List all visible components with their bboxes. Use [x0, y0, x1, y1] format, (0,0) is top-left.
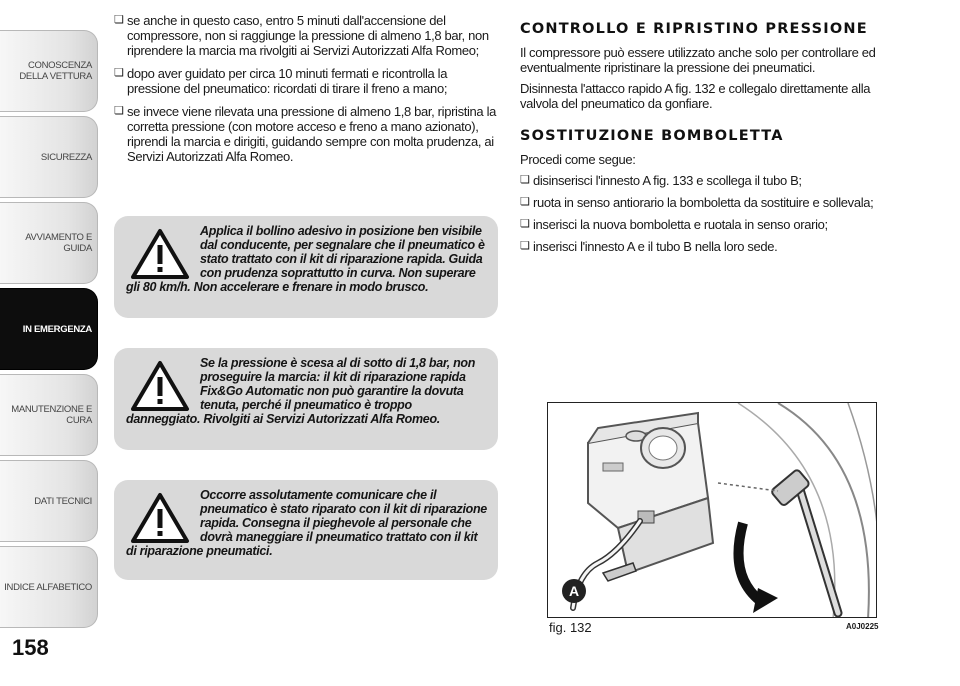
section-heading: SOSTITUZIONE BOMBOLETTA: [520, 128, 784, 144]
list-item: ❏ se anche in questo caso, entro 5 minuti dall'accensione del compressore, non si raggiunge la pressione di almeno 1,8 bar, non riprendere la marcia ma rivolgiti ai Servizi Autorizzati Alfa Romeo;: [114, 13, 498, 58]
tab-dati-tecnici[interactable]: DATI TECNICI: [0, 460, 98, 542]
warning-box-1: [114, 216, 498, 318]
list-item: ❏ inserisci l'innesto A e il tubo B nella loro sede.: [520, 239, 892, 254]
warning-text: Applica il bollino adesivo in posizione ben visibile dal conducente, per segnalare che il pneumatico è stato trattato con il kit di riparazione rapida. Guida con prudenza soprattutto in curva. Non superare gli 80 km/h. Non accelerare e frenare in modo brusco.: [126, 224, 485, 294]
warning-box-2: [114, 348, 498, 450]
paragraph: Procedi come segue:: [520, 152, 636, 167]
warning-triangle-icon: [130, 492, 190, 544]
figure-compressor: [547, 402, 877, 618]
tab-sicurezza[interactable]: SICUREZZA: [0, 116, 98, 198]
list-item: ❏ inserisci la nuova bomboletta e ruotala in senso orario;: [520, 217, 892, 232]
warning-text: Occorre assolutamente comunicare che il pneumatico è stato riparato con il kit di riparazione rapida. Consegna il pieghevole al personale che dovrà maneggiare il pneumatico trattato con il kit di riparazione pneumatici.: [126, 488, 487, 558]
warning-box-3: [114, 480, 498, 580]
tab-avviamento-e-guida[interactable]: AVVIAMENTO E GUIDA: [0, 202, 98, 284]
left-column: [114, 13, 498, 172]
warning-triangle-icon: [130, 360, 190, 412]
tab-indice-alfabetico[interactable]: INDICE ALFABETICO: [0, 546, 98, 628]
warning-triangle-icon: [130, 228, 190, 280]
list-item: ❏ disinserisci l'innesto A fig. 133 e scollega il tubo B;: [520, 173, 892, 188]
right-column: [520, 22, 892, 261]
paragraph: Disinnesta l'attacco rapido A fig. 132 e collegalo direttamente alla valvola del pneumatico da gonfiare.: [520, 81, 871, 111]
figure-caption: fig. 132: [549, 620, 592, 635]
compressor-illustration: [548, 403, 877, 618]
tab-conoscenza-della-vettura[interactable]: CONOSCENZA DELLA VETTURA: [0, 30, 98, 112]
list-item: ❏ dopo aver guidato per circa 10 minuti fermati e ricontrolla la pressione del pneumatico: ricordati di tirare il freno a mano;: [114, 66, 498, 96]
list-item: ❏ ruota in senso antiorario la bomboletta da sostituire e sollevala;: [520, 195, 892, 210]
list-item: ❏ se invece viene rilevata una pressione di almeno 1,8 bar, ripristina la corretta pressione (con motore acceso e freno a mano azionato), riprendi la marcia e dirigiti, guidando sempre con molta prudenza, ai Servizi Autorizzati Alfa Romeo.: [114, 104, 498, 164]
tab-manutenzione-e-cura[interactable]: MANUTENZIONE E CURA: [0, 374, 98, 456]
page-number: 158: [12, 635, 49, 660]
section-heading: CONTROLLO E RIPRISTINO PRESSIONE: [520, 21, 868, 37]
figure-code: A0J0225: [846, 622, 879, 631]
callout-a-label: A: [568, 583, 580, 599]
warning-text: Se la pressione è scesa al di sotto di 1,8 bar, non proseguire la marcia: il kit di riparazione rapida Fix&Go Automatic non può garantire la dovuta tenuta, perché il pneumatico è troppo danneggiato. Rivolgiti ai Servizi Autorizzati Alfa Romeo.: [126, 356, 476, 426]
tab-in-emergenza[interactable]: IN EMERGENZA: [0, 288, 98, 370]
paragraph: Il compressore può essere utilizzato anche solo per controllare ed eventualmente ripristinare la pressione dei pneumatici.: [520, 45, 876, 75]
